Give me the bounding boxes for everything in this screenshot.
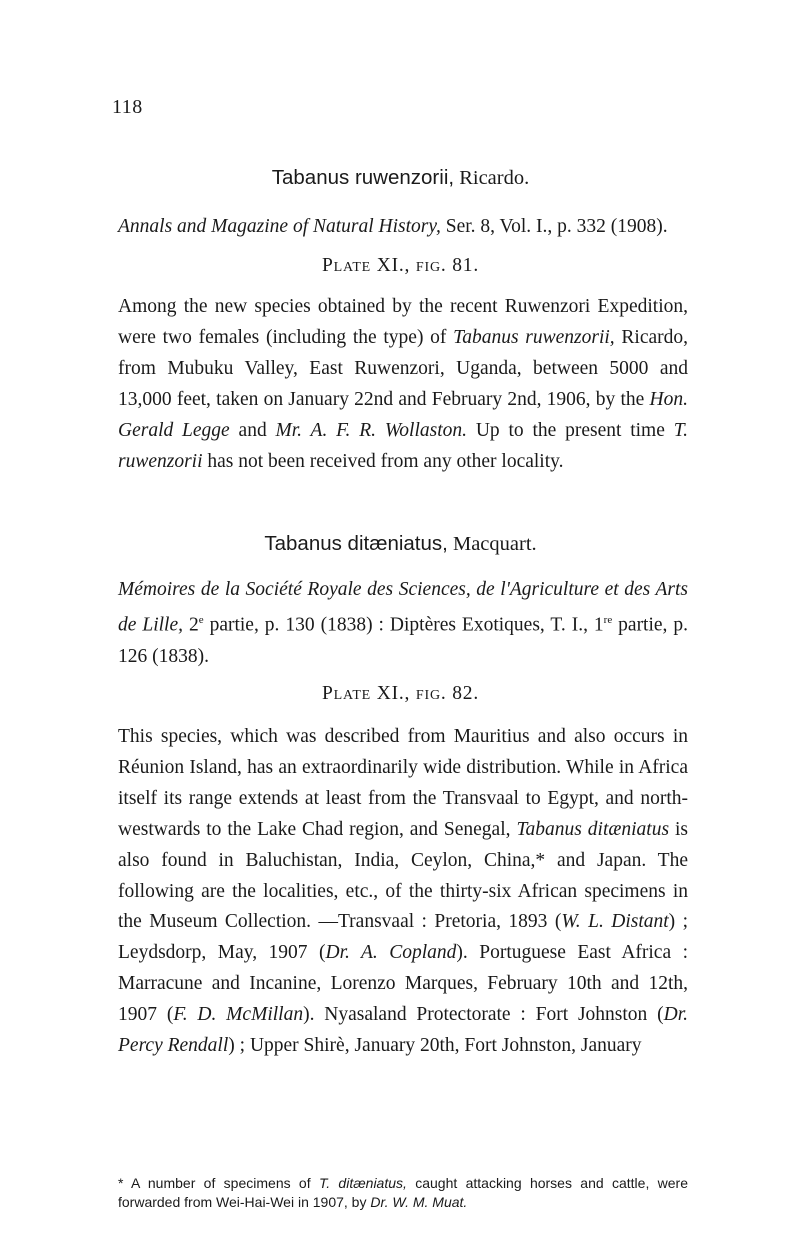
- italic-run: Dr. A. Copland: [325, 942, 457, 964]
- bibliographic-reference: [118, 574, 688, 672]
- italic-run: Tabanus ruwenzorii,: [453, 326, 615, 348]
- italic-run: Hon. Gerald Legge: [118, 388, 688, 441]
- footnote: [118, 1174, 688, 1212]
- text-run: ) ; Leydsdorp, May, 1907 (: [118, 911, 689, 964]
- species-name: Tabanus ditæniatus,: [264, 532, 448, 555]
- species-description: [118, 292, 688, 477]
- plate-reference: [0, 683, 801, 705]
- reference-details: 2: [183, 614, 199, 636]
- species-author: Ricardo.: [459, 167, 530, 189]
- italic-run: W. L. Distant: [561, 911, 669, 933]
- footnote-text: * A number of specimens of: [118, 1175, 319, 1191]
- species-heading-ruwenzorii: [0, 166, 801, 190]
- journal-title: Annals and Magazine of Natural History,: [118, 216, 441, 237]
- plate-label: Plate XI.,: [321, 255, 411, 276]
- species-author: Macquart.: [452, 533, 537, 555]
- reference-details: Ser. 8, Vol. I., p. 332 (1908).: [445, 216, 668, 237]
- italic-run: T. ruwenzorii: [118, 419, 688, 472]
- superscript: e: [198, 614, 204, 626]
- text-run: Ricardo, from Mubuku Valley, East Ruwenzori, Uganda, between 5000 and 13,000 feet, taken on January 22nd and February 2nd, 1906, by the: [118, 326, 689, 410]
- page-number: 118: [112, 96, 143, 118]
- plate-label: Plate XI.,: [321, 683, 411, 704]
- text-run: is also found in Baluchistan, India, Ceylon, China,* and Japan. The following are the localities, etc., of the thirty-six African specimens in the Museum Collection. —Transvaal : Pretoria, 1893 (: [118, 818, 688, 933]
- plate-reference: [0, 255, 801, 277]
- figure-label: fig. 82.: [415, 683, 480, 704]
- footnote-text: caught attacking horses and cattle, were forwarded from Wei-Hai-Wei in 1907, by: [118, 1175, 688, 1210]
- text-run: ). Portuguese East Africa : Marracune and Incanine, Lorenzo Marques, February 10th and 12th, 1907 (: [118, 942, 688, 1026]
- text-run: ). Nyasaland Protectorate : Fort Johnston (: [303, 1004, 664, 1026]
- italic-run: Mr. A. F. R. Wollaston.: [275, 419, 467, 441]
- text-run: Up to the present time: [467, 419, 674, 441]
- text-run: This species, which was described from Mauritius and also occurs in Réunion Island, has an extraordinarily wide distribution. While in Africa itself its range extends at least from the Transvaal to Egypt, and north-westwards to the Lake Chad region, and Senegal,: [118, 726, 688, 840]
- superscript: re: [603, 614, 613, 626]
- footnote-italic: Dr. W. M. Muat.: [370, 1194, 468, 1210]
- footnote-italic: T. ditæniatus,: [318, 1175, 407, 1191]
- italic-run: F. D. McMillan: [173, 1004, 304, 1026]
- journal-title: Mémoires de la Société Royale des Sciences, de l'Agriculture et des Arts de Lille,: [118, 579, 688, 636]
- species-heading-ditaeniatus: [0, 532, 801, 556]
- text-run: ) ; Upper Shirè, January 20th, Fort Johnston, January: [228, 1035, 642, 1057]
- species-name: Tabanus ruwenzorii,: [271, 166, 455, 189]
- italic-run: Tabanus ditæniatus: [516, 818, 670, 840]
- figure-label: fig. 81.: [415, 255, 480, 276]
- reference-details: partie, p. 130 (1838) : Diptères Exotiques, T. I., 1: [203, 614, 604, 636]
- text-run: has not been received from any other locality.: [202, 450, 564, 472]
- reference-details: partie, p. 126 (1838).: [118, 614, 689, 667]
- italic-run: Dr. Percy Rendall: [118, 1004, 688, 1057]
- text-run: Among the new species obtained by the recent Ruwenzori Expedition, were two females (including the type) of: [118, 296, 688, 348]
- bibliographic-reference: [118, 211, 718, 242]
- text-run: and: [229, 419, 276, 441]
- species-description: [118, 722, 688, 1062]
